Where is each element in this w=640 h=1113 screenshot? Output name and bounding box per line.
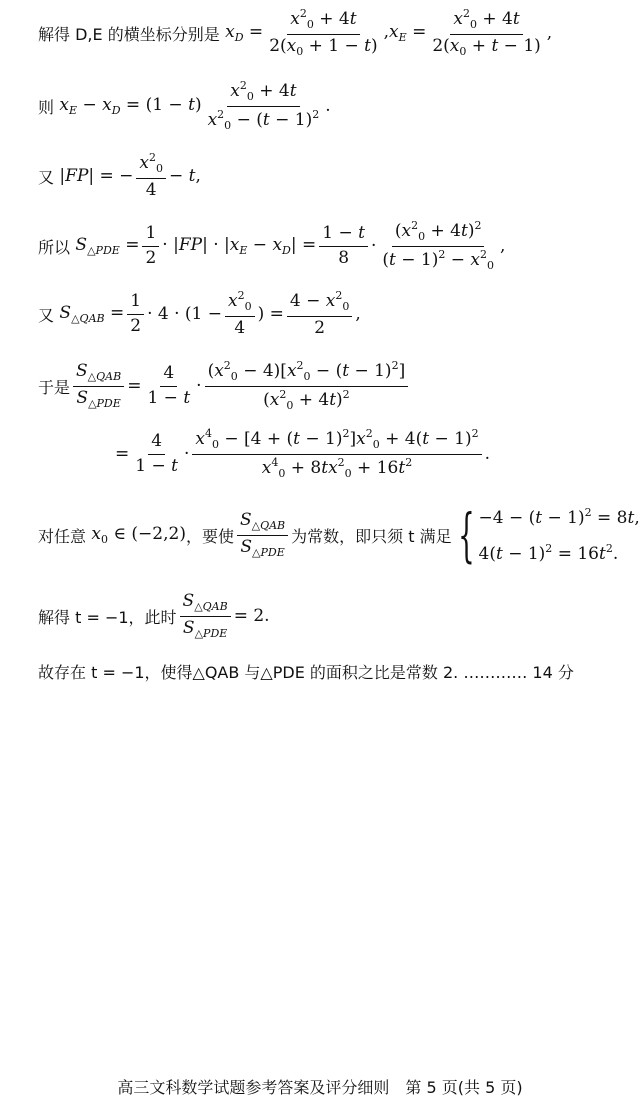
line-s-qab: 又 $S_{\triangle QAB}$ = $\frac{1}{2}$ · 4 · (1 − $\frac{x^2_0}{4}$ ) = $\frac{4 - x^2_0}{2}$ , xyxy=(38,289,361,338)
frac-xd: $\frac{x^2_0 + 4t}{2(x_0 + 1 - t)}$ xyxy=(269,7,378,58)
line-ratio: 于是 $\frac{S_{\triangle QAB}}{S_{\triangle PDE}}$ = $\frac{4}{1 - t}$ · $\frac{(x^2_0 - 4)[x^2_0 - (t - 1)^2]}{(x^2_0 + 4t)^2}$ xyxy=(38,360,411,412)
frac-xe: $\frac{x^2_0 + 4t}{2(x_0 + t - 1)}$ xyxy=(432,7,541,58)
text-l3: 又 xyxy=(38,167,55,187)
line-fp: 又 |FP| = − $\frac{x^2_0}{4}$ − t, xyxy=(38,151,201,200)
text-l8b: ，要使 xyxy=(185,526,234,546)
frac-ratio-2: $\frac{x^4_0 - [4 + (t - 1)^2]x^2_0 + 4(t - 1)^2}{x^4_0 + 8tx^2_0 + 16t^2}$ xyxy=(192,428,481,480)
line-conclusion xyxy=(38,660,574,683)
page-footer: 高三文科数学试题参考答案及评分细则 第 5 页(共 5 页) xyxy=(117,1078,523,1097)
system-brace: { xyxy=(457,501,475,569)
text-l8c: 为常数，即只须 t 满足 xyxy=(291,526,452,546)
line-solution: 解得 t = −1，此时 $\frac{S_{\triangle QAB}}{S_{\triangle PDE}}$ = 2. xyxy=(38,591,270,640)
text-l6: 于是 xyxy=(38,377,71,397)
formula-xd: $x_D$ = xyxy=(225,22,264,45)
equation-system: $-4 - (t - 1)^2 = 8t$, $4(t - 1)^2 = 16t^2$. xyxy=(478,506,640,564)
frac-diff: $\frac{x^2_0 + 4t}{x^2_0 - (t - 1)^2}$ xyxy=(207,79,320,132)
text-l9a: 解得 t = −1，此时 xyxy=(38,607,177,627)
line-xd-xe: 解得 D,E 的横坐标分别是 $x_D$ = $\frac{x^2_0 + 4t}{2(x_0 + 1 - t)}$ $,x_E$ = $\frac{x^2_0 + 4t}{2(x_0 + t - 1)}$ , xyxy=(38,7,553,58)
text-l10: 故存在 t = −1，使得△QAB 与△PDE 的面积之比是常数 2. ………… 14 分 xyxy=(38,663,574,682)
line-ratio-expanded: = $\frac{4}{1 - t}$ · $\frac{x^4_0 - [4 + (t - 1)^2]x^2_0 + 4(t - 1)^2}{x^4_0 + 8tx^2_0 + 16t^2}$ . xyxy=(115,427,490,480)
line-xe-minus-xd: 则 $x_E - x_D = (1 - t)$ $\frac{x^2_0 + 4t}{x^2_0 - (t - 1)^2}$ . xyxy=(38,79,331,132)
frac-fp: $\frac{x^2_0}{4}$ xyxy=(136,152,166,200)
text-l4: 所以 xyxy=(38,237,71,257)
formula-xe: $,x_E$ = xyxy=(383,22,427,45)
text-l5: 又 xyxy=(38,305,55,325)
line-s-pde: 所以 $S_{\triangle PDE}$ = $\frac{1}{2}$ · $|FP| \cdot |x_E - x_D|$ = $\frac{1 - t}{8}$ · $\frac{(x^2_0 + 4t)^2}{(t - 1)^2 - x^2_0}$ , xyxy=(38,219,506,272)
frac-s-pde: $\frac{(x^2_0 + 4t)^2}{(t - 1)^2 - x^2_0}$ xyxy=(382,219,495,272)
text-l1: 解得 D,E 的横坐标分别是 xyxy=(38,24,220,44)
line-condition: 对任意 $x_0$ ∈ (−2,2) ，要使 $\frac{S_{\triangle QAB}}{S_{\triangle PDE}}$ 为常数，即只须 t 满足 { $-4 - (t - 1)^2 = 8t$, $4(t - 1)^2 = 16t^2$. xyxy=(38,501,640,569)
text-l2: 则 xyxy=(38,97,55,117)
frac-ratio-1: $\frac{(x^2_0 - 4)[x^2_0 - (t - 1)^2]}{(x^2_0 + 4t)^2}$ xyxy=(205,360,409,412)
text-l8a: 对任意 xyxy=(38,526,87,546)
